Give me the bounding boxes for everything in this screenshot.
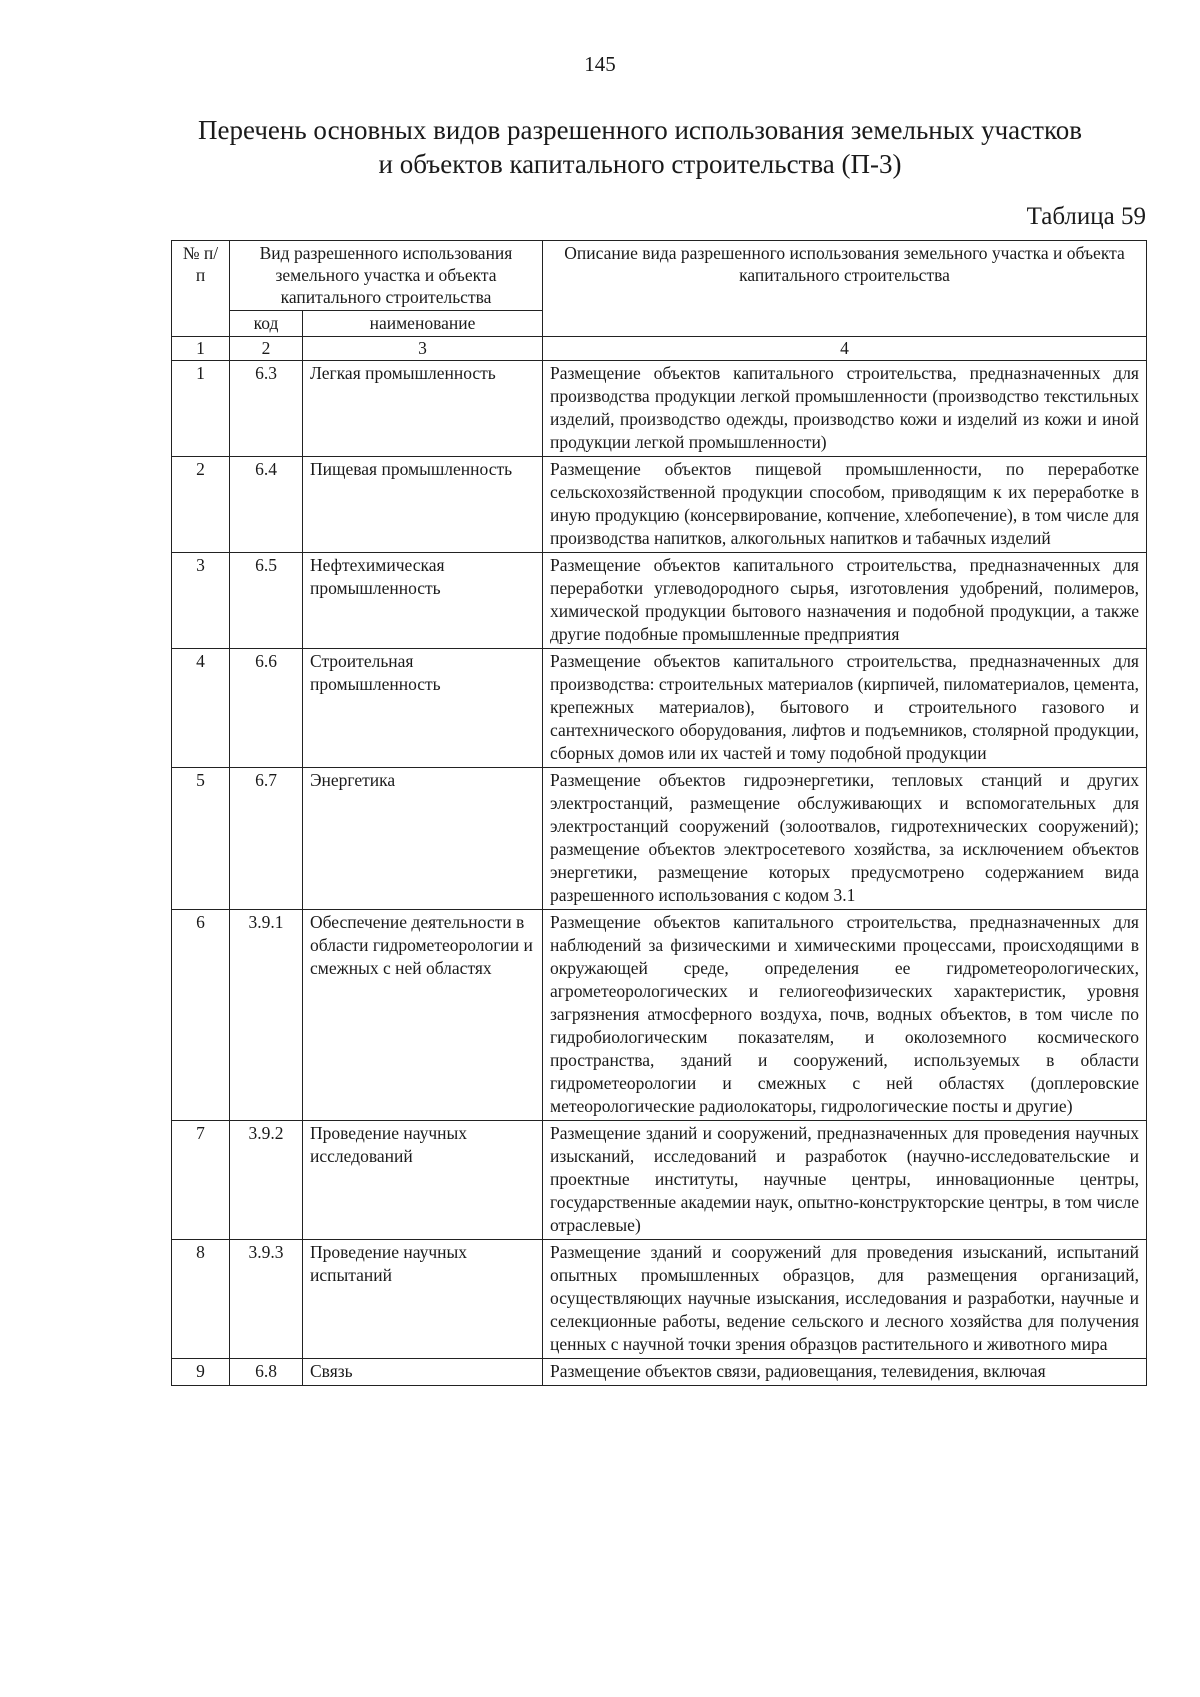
row-number: 1	[172, 361, 230, 457]
table-row	[172, 553, 1147, 649]
row-name: Легкая промышленность	[303, 361, 543, 457]
row-code: 6.4	[230, 457, 303, 553]
row-number: 5	[172, 768, 230, 910]
row-description: Размещение объектов гидроэнергетики, тепловых станций и других электростанций, размещение обслуживающих и вспомогательных для электростанций сооружений (золоотвалов, гидротехнических сооружений); размещение объектов электросетевого хозяйства, за исключением объектов энергетики, размещение которых предусмотрено содержанием вида разрешенного использования с кодом 3.1	[543, 768, 1147, 910]
row-description: Размещение объектов связи, радиовещания, телевидения, включая	[543, 1359, 1147, 1386]
row-name: Пищевая промышленность	[303, 457, 543, 553]
row-description: Размещение объектов капитального строительства, предназначенных для наблюдений за физическими и химическими процессами, происходящими в окружающей среде, определения ее гидрометеорологических, агрометеорологических и гелиогеофизических характеристик, уровня загрязнения атмосферного воздуха, почв, водных объектов, в том числе по гидробиологическим показателям, и околоземного космического пространства, зданий и сооружений, используемых в области гидрометеорологии и смежных с ней областях (доплеровские метеорологические радиолокаторы, гидрологические посты и другие)	[543, 910, 1147, 1121]
table-row	[172, 1121, 1147, 1240]
header-code: код	[230, 311, 303, 337]
column-number: 4	[543, 337, 1147, 361]
row-description: Размещение объектов капитального строительства, предназначенных для производства продукции легкой промышленности (производство текстильных изделий, производство одежды, производство кожи и изделий из кожи и иной продукции легкой промышленности)	[543, 361, 1147, 457]
table-header-row	[172, 241, 1147, 311]
document-title	[150, 113, 1130, 181]
row-name: Проведение научных испытаний	[303, 1240, 543, 1359]
title-line-2: и объектов капитального строительства (П-3)	[378, 149, 902, 179]
row-description: Размещение объектов пищевой промышленности, по переработке сельскохозяйственной продукции способом, приводящим к их переработке в иную продукцию (консервирование, копчение, хлебопечение), в том числе для производства напитков, алкогольных напитков и табачных изделий	[543, 457, 1147, 553]
table-row	[172, 768, 1147, 910]
row-name: Обеспечение деятельности в области гидрометеорологии и смежных с ней областях	[303, 910, 543, 1121]
row-code: 6.3	[230, 361, 303, 457]
header-description: Описание вида разрешенного использования земельного участка и объекта капитального строительства	[543, 241, 1147, 337]
column-number: 1	[172, 337, 230, 361]
row-name: Связь	[303, 1359, 543, 1386]
row-description: Размещение объектов капитального строительства, предназначенных для производства: строительных материалов (кирпичей, пиломатериалов, цемента, крепежных материалов), бытового и строительного газового и сантехнического оборудования, лифтов и подъемников, столярной продукции, сборных домов или их частей и тому подобной продукции	[543, 649, 1147, 768]
row-code: 3.9.2	[230, 1121, 303, 1240]
row-number: 3	[172, 553, 230, 649]
table-row	[172, 361, 1147, 457]
row-code: 3.9.1	[230, 910, 303, 1121]
row-number: 4	[172, 649, 230, 768]
row-description: Размещение зданий и сооружений, предназначенных для проведения научных изысканий, исследований и разработок (научно-исследовательские и проектные институты, научные центры, инновационные центры, государственные академии наук, опытно-конструкторские центры, в том числе отраслевые)	[543, 1121, 1147, 1240]
row-code: 6.6	[230, 649, 303, 768]
row-name: Строительная промышленность	[303, 649, 543, 768]
row-number: 2	[172, 457, 230, 553]
table-row	[172, 1359, 1147, 1386]
table-row	[172, 910, 1147, 1121]
page-number: 145	[584, 52, 616, 76]
row-name: Нефтехимическая промышленность	[303, 553, 543, 649]
table-caption: Таблица 59	[1026, 203, 1146, 230]
row-code: 6.5	[230, 553, 303, 649]
column-number: 2	[230, 337, 303, 361]
column-number: 3	[303, 337, 543, 361]
row-code: 3.9.3	[230, 1240, 303, 1359]
row-code: 6.7	[230, 768, 303, 910]
header-use-type: Вид разрешенного использования земельного участка и объекта капитального строительства	[230, 241, 543, 311]
table-row	[172, 1240, 1147, 1359]
row-number: 6	[172, 910, 230, 1121]
table-row	[172, 457, 1147, 553]
row-name: Проведение научных исследований	[303, 1121, 543, 1240]
row-code: 6.8	[230, 1359, 303, 1386]
header-name: наименование	[303, 311, 543, 337]
row-number: 9	[172, 1359, 230, 1386]
land-use-table	[171, 240, 1147, 1386]
row-description: Размещение объектов капитального строительства, предназначенных для переработки углеводородного сырья, изготовления удобрений, полимеров, химической продукции бытового назначения и подобной продукции, а также другие подобные промышленные предприятия	[543, 553, 1147, 649]
table-row	[172, 649, 1147, 768]
row-description: Размещение зданий и сооружений для проведения изысканий, испытаний опытных промышленных образцов, для размещения организаций, осуществляющих научные изыскания, исследования и разработки, научные и селекционные работы, ведение сельского и лесного хозяйства для получения ценных с научной точки зрения образцов растительного и животного мира	[543, 1240, 1147, 1359]
row-number: 7	[172, 1121, 230, 1240]
header-number: № п/п	[172, 241, 230, 337]
title-line-1: Перечень основных видов разрешенного использования земельных участков	[198, 115, 1082, 145]
row-name: Энергетика	[303, 768, 543, 910]
column-numbers-row	[172, 337, 1147, 361]
row-number: 8	[172, 1240, 230, 1359]
